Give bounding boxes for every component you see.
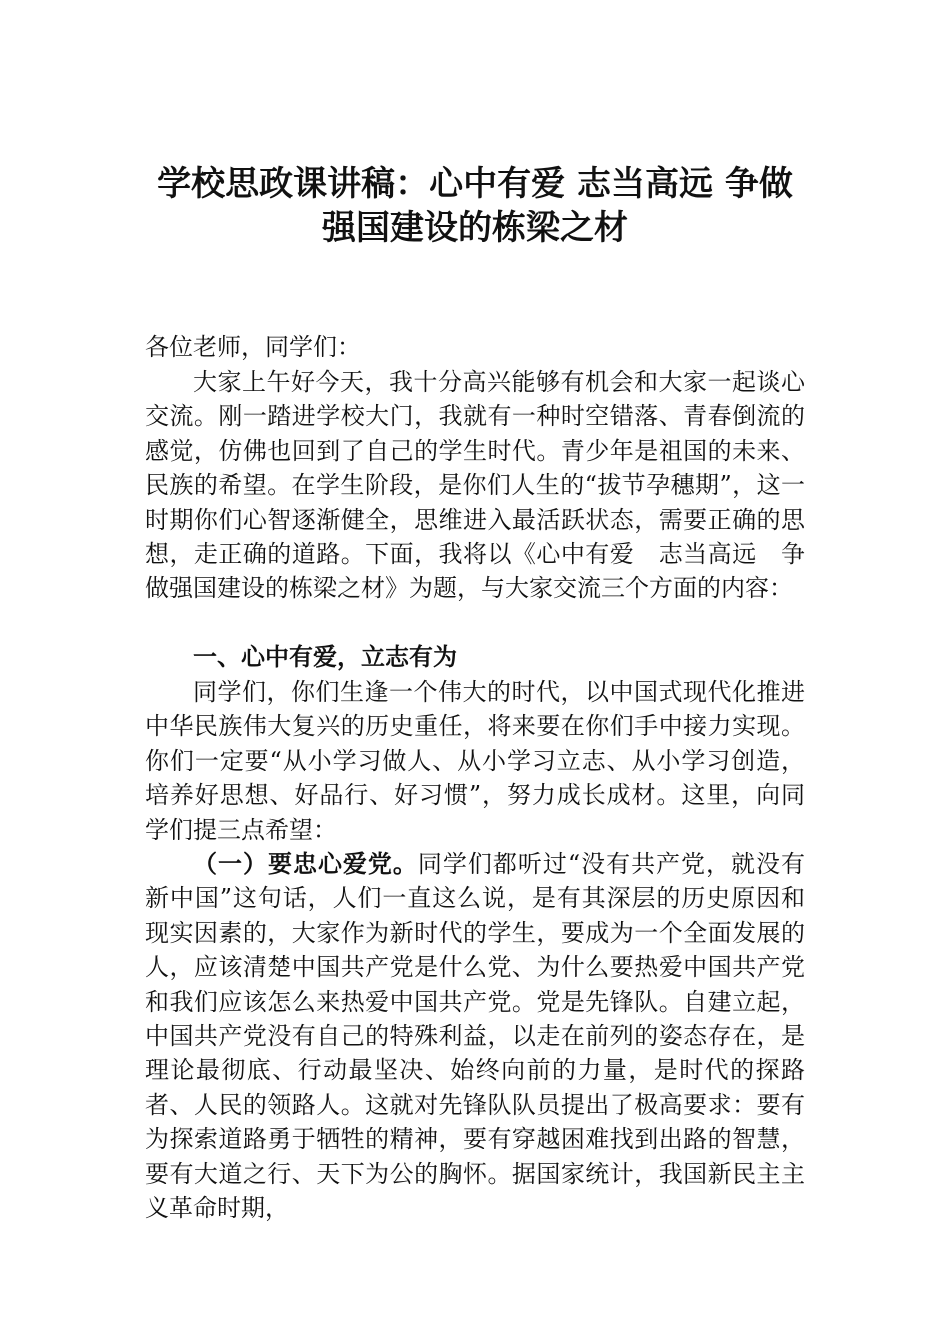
paragraph-subsection-1 [145,847,805,1225]
paragraph-section-1: 同学们，你们生逢一个伟大的时代，以中国式现代化推进中华民族伟大复兴的历史重任，将来要在你们手中接力实现。你们一定要“从小学习做人、从小学习立志、从小学习创造，培养好思想、好品行、好习惯”，努力成长成材。这里，向同学们提三点希望： [145,678,805,844]
document-title-line-1: 学校思政课讲稿：心中有爱 志当高远 争做 [157,164,793,204]
paragraph-subsection-1-text: 同学们都听过“没有共产党，就没有新中国”这句话，人们一直这么说，是有其深层的历史原因和现实因素的，大家作为新时代的学生，要成为一个全面发展的人，应该清楚中国共产党是什么党、为什么要热爱中国共产党和我们应该怎么来热爱中国共产党。党是先锋队。自建立起，中国共产党没有自己的特殊利益，以走在前列的姿态存在，是理论最彻底、行动最坚决、始终向前的力量，是时代的探路者、人民的领路人。这就对先锋队队员提出了极高要求：要有为探索道路勇于牺牲的精神，要有穿越困难找到出路的智慧，要有大道之行、天下为公的胸怀。据国家统计，我国新民主主义革命时期， [145,850,805,1223]
salutation: 各位老师，同学们： [145,333,361,361]
paragraph-intro: 大家上午好今天，我十分高兴能够有机会和大家一起谈心交流。刚一踏进学校大门，我就有一种时空错落、青春倒流的感觉，仿佛也回到了自己的学生时代。青少年是祖国的未来、民族的希望。在学生阶段，是你们人生的“拔节孕穗期”，这一时期你们心智逐渐健全，思维进入最活跃状态，需要正确的思想，走正确的道路。下面，我将以《心中有爱 志当高远 争做强国建设的栋梁之材》为题，与大家交流三个方面的内容： [145,368,805,603]
document-title-line-2: 强国建设的栋梁之材 [322,208,628,248]
subsection-heading-1: （一）要忠心爱党。 [193,850,418,878]
section-heading-1: 一、心中有爱，立志有为 [193,643,457,671]
